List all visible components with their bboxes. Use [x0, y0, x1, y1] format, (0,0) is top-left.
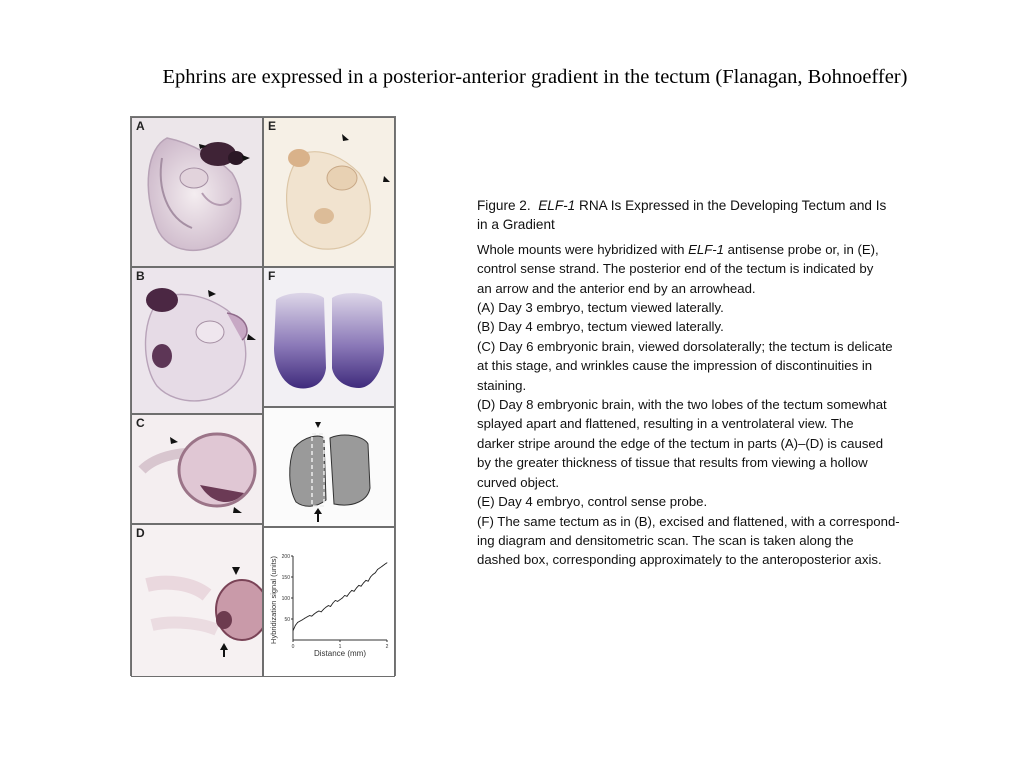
panel-c: [131, 414, 263, 524]
scan-data-point: [309, 615, 310, 616]
scan-data-point: [361, 586, 362, 587]
scan-data-point: [311, 616, 312, 617]
scan-data-point: [347, 596, 348, 597]
scan-data-point: [368, 581, 369, 582]
caption-item-line: (D) Day 8 embryonic brain, with the two lobes of the tectum somewhat: [477, 397, 887, 413]
scan-data-point: [314, 614, 315, 615]
caption-item-line: splayed apart and flattened, resulting in a ventrolateral view. The: [477, 416, 854, 432]
scan-data-point: [351, 590, 352, 591]
scan-data-point: [321, 611, 322, 612]
posterior-arrow-icon: [314, 508, 322, 514]
panel-a-embryo-image: [132, 118, 262, 266]
scan-data-point: [344, 595, 345, 596]
panel-f-stain: [263, 267, 395, 407]
caption-item-line: ing diagram and densitometric scan. The scan is taken along the: [477, 532, 854, 548]
y-tick-label: 150: [281, 575, 290, 581]
caption-item-line: at this stage, and wrinkles cause the impression of discontinuities in: [477, 358, 873, 374]
caption-intro-line-3: an arrow and the anterior end by an arrowhead.: [477, 280, 756, 296]
panel-letter-d: D: [136, 526, 145, 540]
panel-e: [263, 117, 395, 267]
panel-d-brain-image: [132, 525, 262, 676]
figure-plate: [130, 116, 396, 676]
caption-item-line: curved object.: [477, 474, 560, 490]
scan-data-point: [326, 607, 327, 608]
caption-item-line: by the greater thickness of tissue that results from viewing a hollow: [477, 455, 868, 471]
scan-data-point: [342, 598, 343, 599]
scan-data-point: [330, 606, 331, 607]
scan-data-point: [382, 566, 383, 567]
panel-d: [131, 524, 263, 677]
caption-intro-line-2: control sense strand. The posterior end of the tectum is indicated by: [477, 261, 874, 277]
scan-data-point: [293, 630, 294, 631]
caption-item-line: dashed box, corresponding approximately to the anteroposterior axis.: [477, 552, 882, 568]
x-tick-label: 0: [291, 644, 295, 650]
scan-data-point: [328, 605, 329, 606]
scan-data-point: [387, 562, 388, 563]
scan-data-point: [365, 580, 366, 581]
scan-data-point: [375, 572, 376, 573]
scan-data-point: [333, 603, 334, 604]
panel-f-scan-chart: [263, 527, 395, 677]
caption-gene-name: ELF-1: [538, 198, 576, 213]
panel-letter-a: A: [136, 119, 145, 133]
panel-b-embryo-image: [132, 268, 262, 413]
x-axis-label: Distance (mm): [313, 649, 367, 658]
scan-data-point: [377, 569, 378, 570]
panel-a: [131, 117, 263, 267]
caption-intro-line-1: Whole mounts were hybridized with ELF-1 antisense probe or, in (E),: [477, 241, 879, 257]
scan-data-point: [295, 625, 296, 626]
panel-f-tectum-stain-image: [264, 268, 394, 406]
y-tick-label: 50: [284, 617, 290, 623]
scan-data-point: [340, 599, 341, 600]
panel-letter-b: B: [136, 269, 145, 283]
tectum-diagram: [264, 408, 394, 526]
scan-data-point: [349, 593, 350, 594]
scan-data-point: [304, 618, 305, 619]
scan-data-point: [337, 601, 338, 602]
caption-item-line: (A) Day 3 embryo, tectum viewed laterally.: [477, 300, 724, 316]
panel-letter-f: F: [268, 269, 276, 283]
y-tick-label: 100: [281, 596, 290, 602]
panel-letter-c: C: [136, 416, 145, 430]
panel-f-diagram: [263, 407, 395, 527]
scan-data-point: [297, 622, 298, 623]
figure-caption: [477, 196, 929, 570]
scan-data-point: [356, 588, 357, 589]
x-tick-label: 1: [338, 644, 342, 650]
panel-c-brain-image: [132, 415, 262, 523]
slide-title: Ephrins are expressed in a posterior-anterior gradient in the tectum (Flanagan, Bohnoeffer): [162, 66, 908, 88]
scan-data-point: [300, 621, 301, 622]
scan-data-point: [302, 619, 303, 620]
caption-item-line: (F) The same tectum as in (B), excised and flattened, with a correspond-: [477, 513, 900, 529]
y-tick-label: 200: [281, 554, 290, 560]
x-tick-label: 2: [385, 644, 389, 650]
anterior-arrowhead-icon: [315, 422, 321, 428]
y-axis-label: Hybridization signal (units): [269, 556, 278, 644]
caption-heading-line-1: Figure 2. ELF-1 RNA Is Expressed in the Developing Tectum and Is: [477, 198, 887, 213]
caption-heading-line-2: in a Gradient: [477, 217, 555, 233]
scan-data-point: [358, 585, 359, 586]
scan-data-point: [318, 611, 319, 612]
scan-data-point: [316, 612, 317, 613]
scan-data-point: [363, 582, 364, 583]
densitometric-scan-chart: [264, 528, 394, 676]
scan-data-point: [335, 600, 336, 601]
scan-data-point: [323, 609, 324, 610]
scan-data-point: [307, 617, 308, 618]
panel-letter-e: E: [268, 119, 277, 133]
scan-data-point: [380, 567, 381, 568]
scan-data-point: [373, 574, 374, 575]
caption-item-line: darker stripe around the edge of the tectum in parts (A)–(D) is caused: [477, 435, 884, 451]
caption-item-line: (B) Day 4 embryo, tectum viewed laterally.: [477, 319, 724, 335]
scan-series-line: [293, 563, 387, 631]
caption-item-line: staining.: [477, 377, 527, 393]
caption-item-line: (E) Day 4 embryo, control sense probe.: [477, 494, 708, 510]
panel-e-control-embryo-image: [264, 118, 394, 266]
scan-data-point: [370, 577, 371, 578]
scan-data-point: [384, 564, 385, 565]
scan-data-point: [354, 591, 355, 592]
caption-item-line: (C) Day 6 embryonic brain, viewed dorsolaterally; the tectum is delicate: [477, 338, 893, 354]
panel-b: [131, 267, 263, 414]
